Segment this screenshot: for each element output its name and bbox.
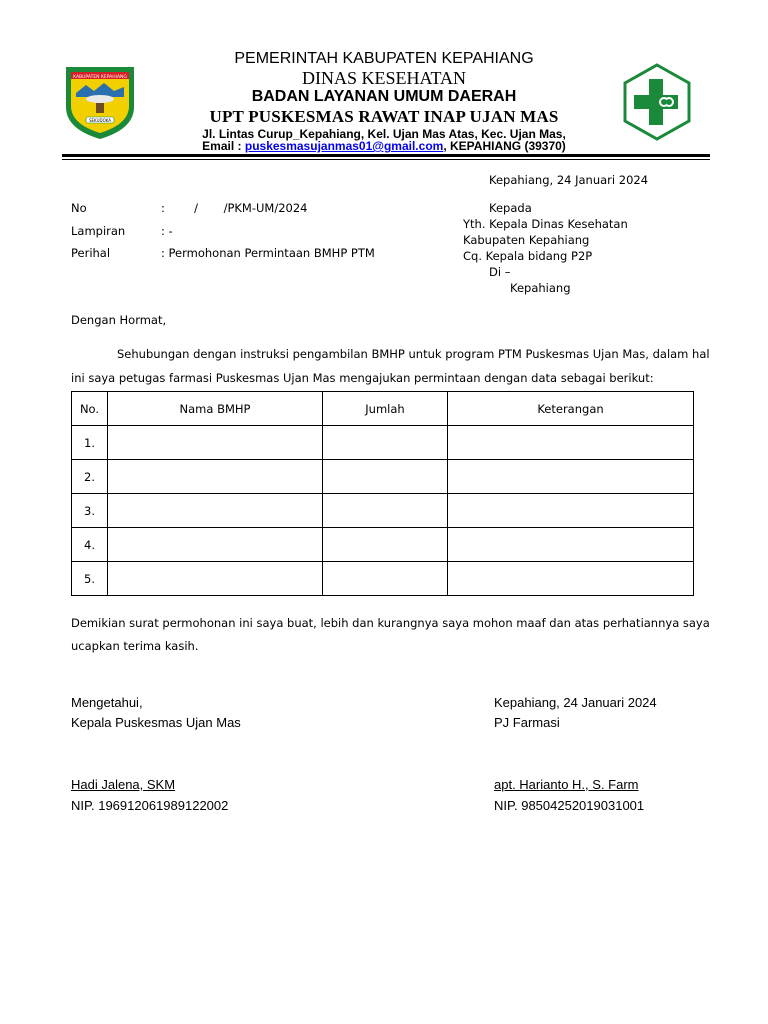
cell-nama <box>108 494 323 528</box>
kop-thin-rule <box>62 159 710 160</box>
sig-left-name: Hadi Jalena, SKM <box>71 777 176 792</box>
col-header-keterangan: Keterangan <box>448 392 694 426</box>
sig-right-name: apt. Harianto H., S. Farm <box>494 777 639 792</box>
cell-jumlah <box>323 528 448 562</box>
col-header-no: No. <box>72 392 108 426</box>
row-number: 1. <box>72 426 108 460</box>
cell-jumlah <box>323 460 448 494</box>
sig-right-date: Kepahiang, 24 Januari 2024 <box>494 695 657 710</box>
row-number: 5. <box>72 562 108 596</box>
table-row <box>72 494 694 528</box>
email-link[interactable]: puskesmasujanmas01@gmail.com <box>244 139 444 153</box>
table-header-row <box>72 392 694 426</box>
sig-left-mengetahui: Mengetahui, <box>71 695 143 710</box>
kop-email-line <box>0 139 768 153</box>
cell-keterangan <box>448 562 694 596</box>
recipient-line2: Yth. Kepala Dinas Kesehatan <box>463 217 628 231</box>
lampiran-label: Lampiran <box>71 224 126 238</box>
perihal-label: Perihal <box>71 246 111 260</box>
row-number: 2. <box>72 460 108 494</box>
col-header-jumlah: Jumlah <box>323 392 448 426</box>
sig-left-title: Kepala Puskesmas Ujan Mas <box>71 715 241 730</box>
paragraph-line-1: Sehubungan dengan instruksi pengambilan BMHP untuk program PTM Puskesmas Ujan Mas, dalam hal <box>117 347 710 361</box>
table-row <box>72 562 694 596</box>
closing-line-1: Demikian surat permohonan ini saya buat, lebih dan kurangnya saya mohon maaf dan atas perhatiannya saya <box>71 616 710 630</box>
cell-jumlah <box>323 426 448 460</box>
recipient-kepada: Kepada <box>489 201 532 215</box>
table-row <box>72 460 694 494</box>
kop-pemerintah: PEMERINTAH KABUPATEN KEPAHIANG <box>234 50 534 67</box>
sig-right-nip: NIP. 98504252019031001 <box>494 798 645 813</box>
closing-line-2: ucapkan terima kasih. <box>71 639 199 653</box>
sig-left-nip: NIP. 196912061989122002 <box>71 798 229 813</box>
recipient-place: Kepahiang <box>510 281 571 295</box>
recipient-line4: Cq. Kepala bidang P2P <box>463 249 593 263</box>
bmhp-table <box>71 391 694 596</box>
kop-blud: BADAN LAYANAN UMUM DAERAH <box>251 88 517 105</box>
recipient-line3: Kabupaten Kepahiang <box>463 233 590 247</box>
cell-keterangan <box>448 494 694 528</box>
table-row <box>72 528 694 562</box>
recipient-di: Di – <box>489 265 511 279</box>
cell-nama <box>108 528 323 562</box>
cell-keterangan <box>448 460 694 494</box>
logo-text-kabupaten: KABUPATEN KEPAHIANG <box>73 75 127 80</box>
lampiran-value: : - <box>161 224 173 238</box>
kop-address: Jl. Lintas Curup_Kepahiang, Kel. Ujan Mas Atas, Kec. Ujan Mas, <box>202 127 566 141</box>
cell-nama <box>108 562 323 596</box>
kop-thick-rule <box>62 154 710 157</box>
sig-right-title: PJ Farmasi <box>494 715 560 730</box>
row-number: 3. <box>72 494 108 528</box>
kop-puskesmas: UPT PUSKESMAS RAWAT INAP UJAN MAS <box>209 107 559 126</box>
salutation: Dengan Hormat, <box>71 313 167 327</box>
email-suffix: , KEPAHIANG (39370) <box>443 139 566 153</box>
no-value: : / /PKM-UM/2024 <box>161 201 308 215</box>
cell-nama <box>108 460 323 494</box>
logo-ribbon-text: SEKUDOKA <box>88 118 112 123</box>
col-header-nama: Nama BMHP <box>108 392 323 426</box>
cell-jumlah <box>323 562 448 596</box>
row-number: 4. <box>72 528 108 562</box>
kop-dinas: DINAS KESEHATAN <box>301 68 467 88</box>
cell-keterangan <box>448 426 694 460</box>
letter-date: Kepahiang, 24 Januari 2024 <box>489 173 649 187</box>
cell-jumlah <box>323 494 448 528</box>
cell-nama <box>108 426 323 460</box>
no-label: No <box>71 201 87 215</box>
perihal-value: : Permohonan Permintaan BMHP PTM <box>161 246 375 260</box>
email-label: Email : <box>202 139 245 153</box>
table-row <box>72 426 694 460</box>
cell-keterangan <box>448 528 694 562</box>
paragraph-line-2: ini saya petugas farmasi Puskesmas Ujan Mas mengajukan permintaan dengan data sebagai berikut: <box>71 371 654 385</box>
